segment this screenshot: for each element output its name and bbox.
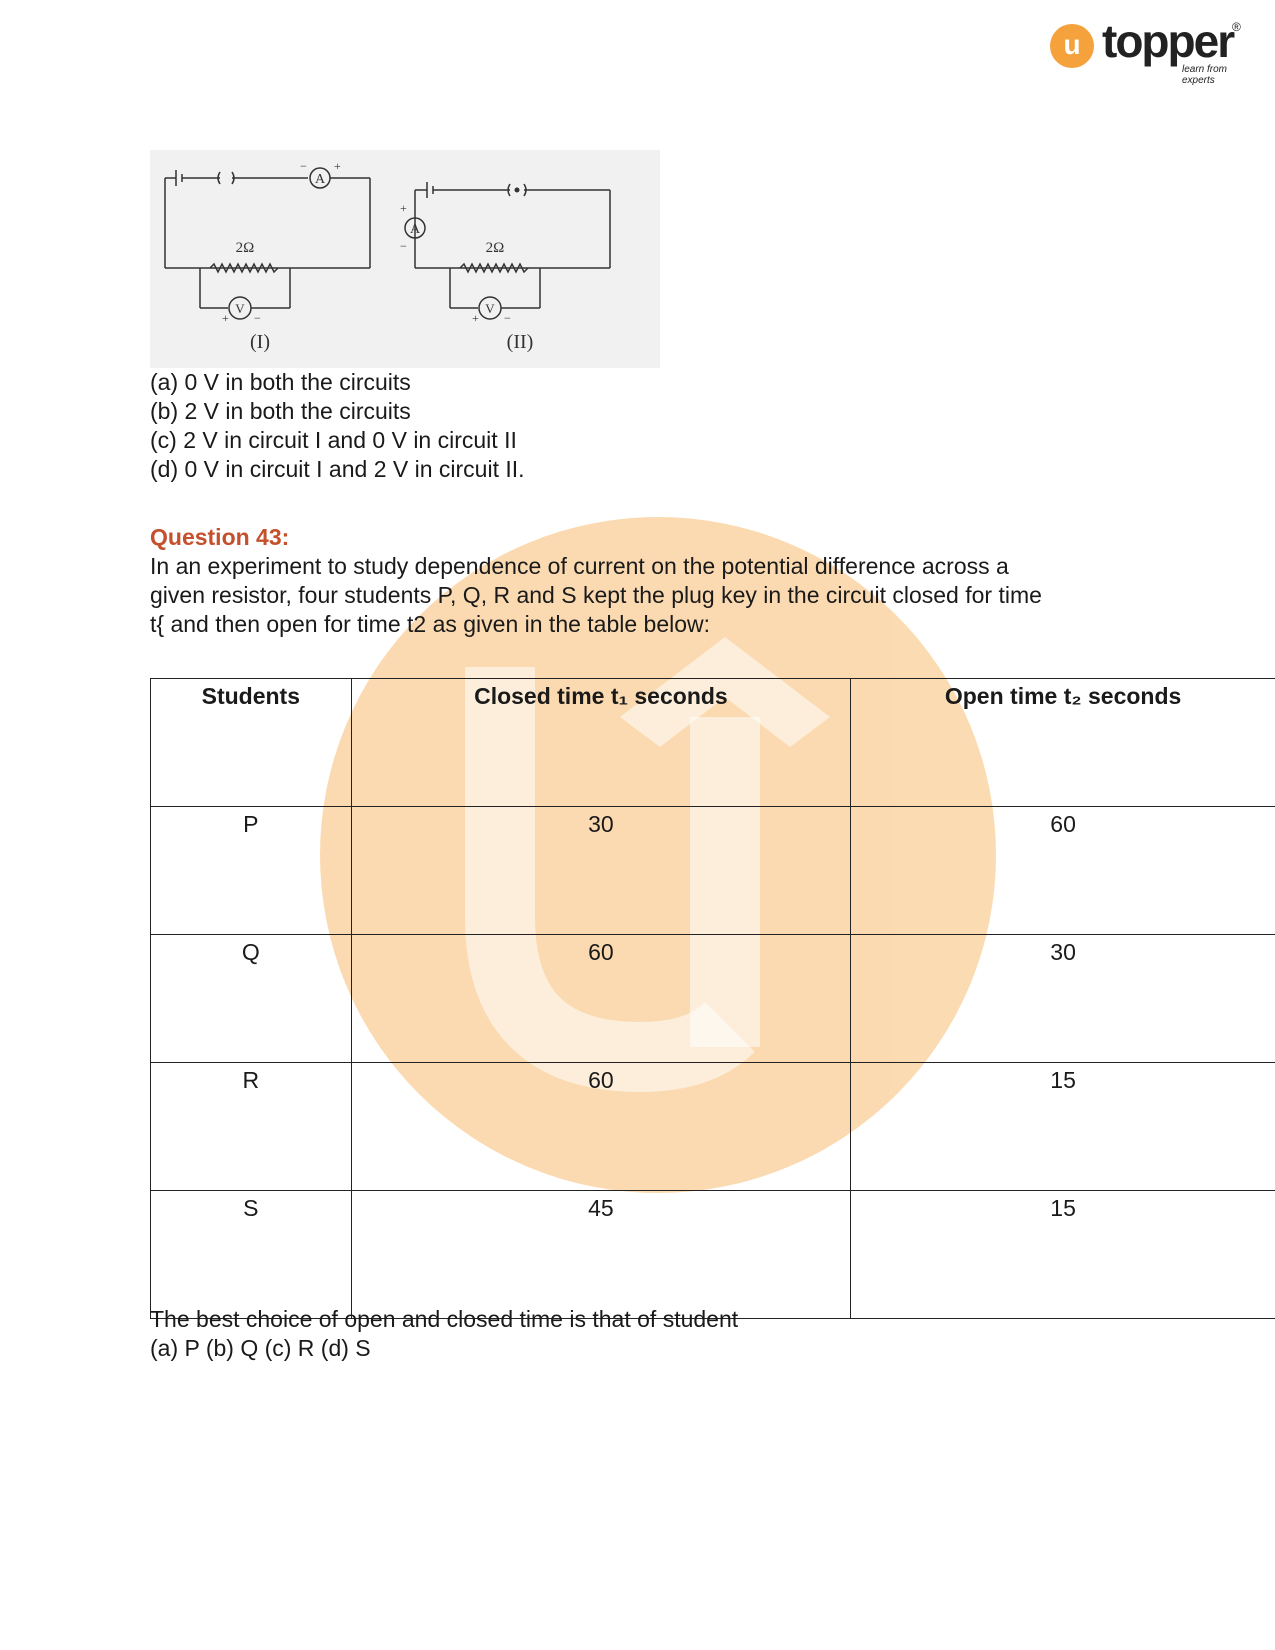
question-line: In an experiment to study dependence of current on the potential difference across a	[150, 553, 1009, 579]
timing-table	[150, 678, 1275, 1319]
logo-tagline: learn from experts	[1182, 64, 1228, 86]
cell-student: R	[151, 1063, 352, 1191]
table-row	[151, 1191, 1275, 1319]
header-students: Students	[151, 679, 352, 807]
circuit-2-label: (II)	[506, 331, 534, 353]
ammeter-plus-2: +	[400, 201, 407, 215]
circuit-figure	[150, 150, 660, 368]
header-open-time: Open time t₂ seconds	[851, 679, 1275, 807]
cell-open: 30	[851, 935, 1275, 1063]
answer-block	[150, 1305, 738, 1363]
voltmeter-minus-2: −	[504, 311, 511, 325]
q42-options	[150, 368, 525, 484]
table-row	[151, 1063, 1275, 1191]
question-body	[150, 552, 1230, 639]
cell-student: P	[151, 807, 352, 935]
answer-prompt: The best choice of open and closed time is that of student	[150, 1306, 739, 1332]
option-d: (d) 0 V in circuit I and 2 V in circuit II.	[150, 456, 525, 482]
resistor-label-2: 2Ω	[485, 240, 505, 256]
option-a: (a) 0 V in both the circuits	[150, 369, 411, 395]
voltmeter-label-1: V	[235, 301, 245, 316]
voltmeter-label-2: V	[485, 301, 495, 316]
ammeter-plus-1: +	[334, 159, 341, 173]
option-b: (b) 2 V in both the circuits	[150, 398, 411, 424]
logo-mark: u	[1050, 24, 1094, 68]
registered-mark: ®	[1232, 20, 1241, 34]
ammeter-minus-1: −	[300, 159, 307, 173]
cell-closed: 60	[351, 1063, 851, 1191]
table-header-row	[151, 679, 1275, 807]
table-row	[151, 807, 1275, 935]
cell-open: 60	[851, 807, 1275, 935]
question-line: given resistor, four students P, Q, R and S kept the plug key in the circuit closed for time	[150, 582, 1042, 608]
table-row	[151, 935, 1275, 1063]
voltmeter-plus-2: +	[472, 311, 479, 325]
voltmeter-plus-1: +	[222, 311, 229, 325]
cell-student: S	[151, 1191, 352, 1319]
cell-open: 15	[851, 1191, 1275, 1319]
cell-closed: 30	[351, 807, 851, 935]
option-c: (c) 2 V in circuit I and 0 V in circuit II	[150, 427, 517, 453]
cell-open: 15	[851, 1063, 1275, 1191]
answer-options: (a) P (b) Q (c) R (d) S	[150, 1335, 371, 1361]
ammeter-minus-2: −	[400, 239, 407, 253]
ammeter-label-1: A	[314, 172, 326, 187]
resistor-label-1: 2Ω	[235, 240, 255, 256]
topper-logo	[1050, 15, 1250, 86]
cell-closed: 60	[351, 935, 851, 1063]
voltmeter-minus-1: −	[254, 311, 261, 325]
header-closed-time: Closed time t₁ seconds	[351, 679, 851, 807]
logo-word: topper	[1102, 15, 1234, 67]
circuit-diagram	[150, 150, 660, 368]
ammeter-label-2: A	[409, 222, 421, 237]
circuit-1-label: (I)	[250, 331, 270, 353]
cell-student: Q	[151, 935, 352, 1063]
cell-closed: 45	[351, 1191, 851, 1319]
question-heading: Question 43:	[150, 524, 290, 550]
question-line: t{ and then open for time t2 as given in the table below:	[150, 611, 711, 637]
